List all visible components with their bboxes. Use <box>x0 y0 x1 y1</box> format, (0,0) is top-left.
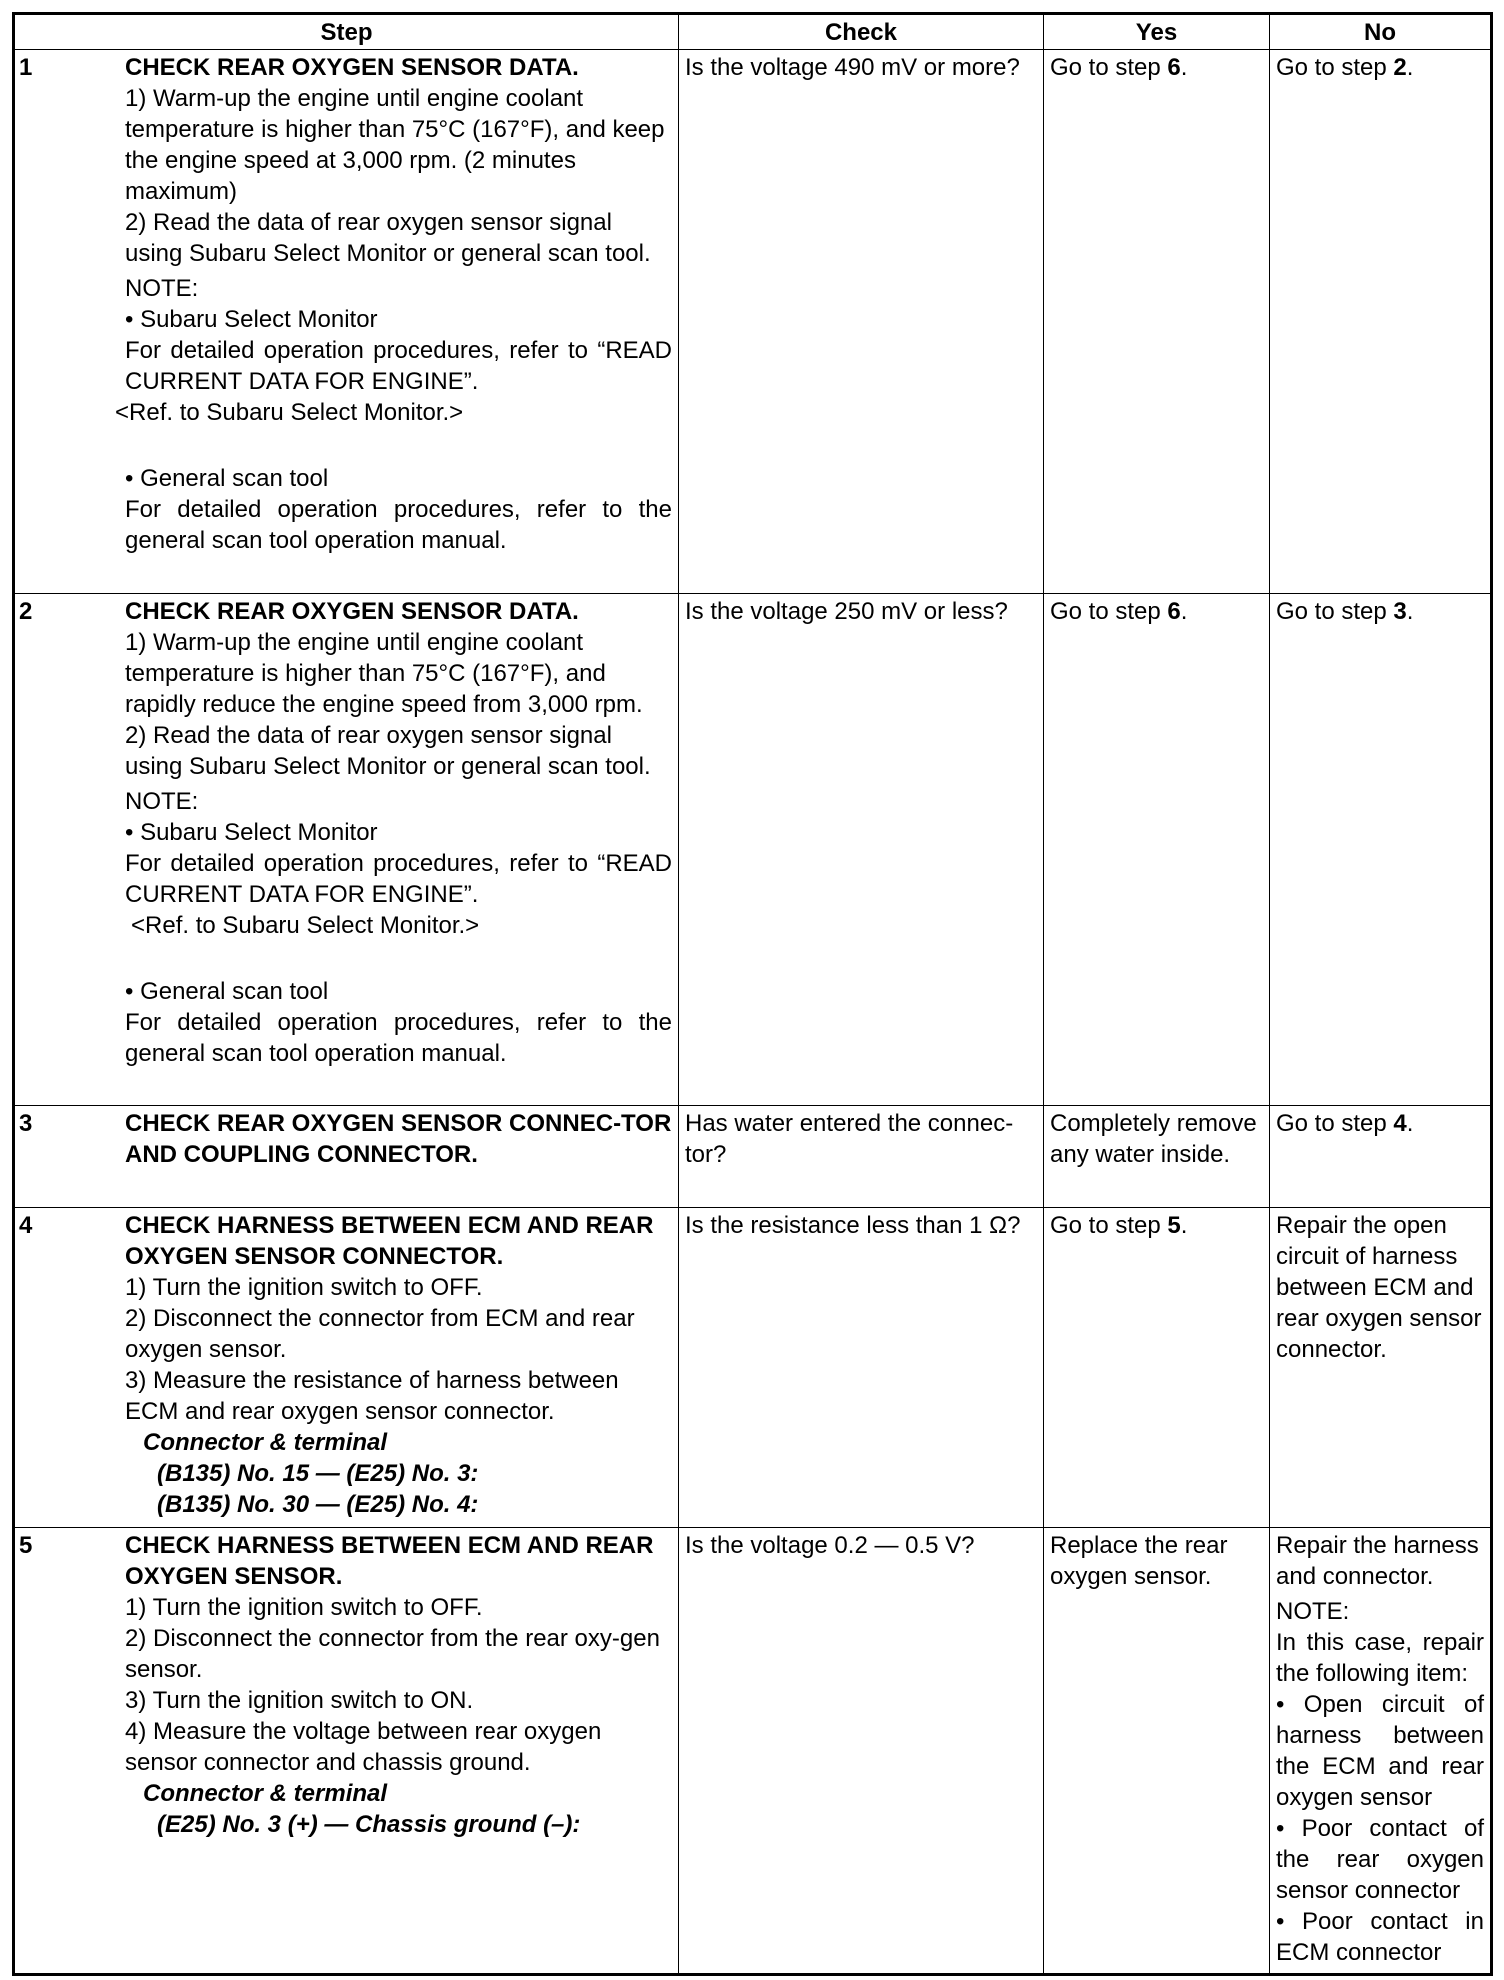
step-number: 1 <box>19 54 33 81</box>
step-instruction: 3) Turn the ignition switch to ON. <box>125 1687 474 1714</box>
table-row <box>14 1528 1492 1975</box>
yes-cell: Go to step 6. <box>1044 594 1270 1106</box>
yes-cell: Completely remove any water inside. <box>1044 1106 1270 1208</box>
note-bullet: • Poor contact in ECM connector <box>1276 1908 1484 1966</box>
step-title: CHECK REAR OXYGEN SENSOR DATA. <box>125 598 579 625</box>
step-number: 2 <box>19 598 33 625</box>
note-bullet: • Subaru Select Monitor <box>125 819 378 846</box>
note-label: NOTE: <box>125 275 199 302</box>
step-instruction: 1) Warm-up the engine until engine coolant temperature is higher than 75°C (167°F), and keep the engine speed at 3,000 rpm. (2 minutes maximum) <box>125 85 665 205</box>
step-number: 3 <box>19 1110 33 1137</box>
step-instruction: 1) Warm-up the engine until engine coolant temperature is higher than 75°C (167°F), and rapidly reduce the engine speed from 3,000 rpm. <box>125 629 643 718</box>
header-step: Step <box>14 14 679 50</box>
table-row <box>14 1208 1492 1528</box>
connector-terminal-value: (B135) No. 15 — (E25) No. 3: <box>157 1460 479 1487</box>
step-instruction: 2) Disconnect the connector from ECM and rear oxygen sensor. <box>125 1305 635 1363</box>
check-cell: Is the voltage 0.2 — 0.5 V? <box>679 1528 1044 1975</box>
step-instruction: 2) Read the data of rear oxygen sensor signal using Subaru Select Monitor or general scan tool. <box>125 722 651 780</box>
step-instruction: 2) Disconnect the connector from the rear oxy-gen sensor. <box>125 1625 660 1683</box>
step-ref: 6 <box>1167 54 1181 81</box>
step-cell <box>14 1528 679 1975</box>
yes-cell: Go to step 5. <box>1044 1208 1270 1528</box>
note-bullet: • Open circuit of harness between the ECM and rear oxygen sensor <box>1276 1691 1484 1811</box>
table-header-row <box>14 14 1492 50</box>
note-label: NOTE: <box>125 788 199 815</box>
note-text: For detailed operation procedures, refer to “READ CURRENT DATA FOR ENGINE”. <box>125 337 672 395</box>
reference-text: <Ref. to Subaru Select Monitor.> <box>115 399 464 426</box>
step-instruction: 1) Turn the ignition switch to OFF. <box>125 1594 483 1621</box>
check-cell: Is the resistance less than 1 Ω? <box>679 1208 1044 1528</box>
note-text: For detailed operation procedures, refer to “READ CURRENT DATA FOR ENGINE”. <box>125 850 672 908</box>
no-action: Repair the harness and connector. <box>1276 1532 1479 1590</box>
note-bullet: • General scan tool <box>125 978 329 1005</box>
table-row <box>14 594 1492 1106</box>
step-ref: 4 <box>1393 1110 1407 1137</box>
step-cell <box>14 50 679 594</box>
yes-cell: Replace the rear oxygen sensor. <box>1044 1528 1270 1975</box>
step-title: CHECK REAR OXYGEN SENSOR CONNEC-TOR AND COUPLING CONNECTOR. <box>125 1110 672 1168</box>
step-number: 5 <box>19 1532 33 1559</box>
step-cell <box>14 1106 679 1208</box>
header-no: No <box>1270 14 1492 50</box>
no-cell: Go to step 2. <box>1270 50 1492 594</box>
step-ref: 6 <box>1167 598 1181 625</box>
reference-text: <Ref. to Subaru Select Monitor.> <box>131 912 480 939</box>
step-title: CHECK REAR OXYGEN SENSOR DATA. <box>125 54 579 81</box>
connector-terminal-label: Connector & terminal <box>143 1780 388 1807</box>
step-title: CHECK HARNESS BETWEEN ECM AND REAR OXYGEN SENSOR CONNECTOR. <box>125 1212 654 1270</box>
note-text: For detailed operation procedures, refer to the general scan tool operation manual. <box>125 1009 672 1067</box>
connector-terminal-value: (E25) No. 3 (+) — Chassis ground (–): <box>157 1811 581 1838</box>
step-cell <box>14 1208 679 1528</box>
connector-terminal-value: (B135) No. 30 — (E25) No. 4: <box>157 1491 479 1518</box>
note-bullet: • Subaru Select Monitor <box>125 306 378 333</box>
step-instruction: 3) Measure the resistance of harness between ECM and rear oxygen sensor connector. <box>125 1367 619 1425</box>
no-cell: Go to step 4. <box>1270 1106 1492 1208</box>
table-row <box>14 1106 1492 1208</box>
table-row <box>14 50 1492 594</box>
check-cell: Is the voltage 250 mV or less? <box>679 594 1044 1106</box>
step-ref: 5 <box>1167 1212 1181 1239</box>
yes-cell: Go to step 6. <box>1044 50 1270 594</box>
note-bullet: • Poor contact of the rear oxygen sensor connector <box>1276 1815 1484 1904</box>
step-ref: 2 <box>1393 54 1407 81</box>
note-text: For detailed operation procedures, refer to the general scan tool operation manual. <box>125 496 672 554</box>
header-yes: Yes <box>1044 14 1270 50</box>
note-bullet: • General scan tool <box>125 465 329 492</box>
step-cell <box>14 594 679 1106</box>
note-text: In this case, repair the following item: <box>1276 1629 1484 1687</box>
connector-terminal-label: Connector & terminal <box>143 1429 388 1456</box>
step-ref: 3 <box>1393 598 1407 625</box>
step-instruction: 4) Measure the voltage between rear oxygen sensor connector and chassis ground. <box>125 1718 602 1776</box>
step-instruction: 2) Read the data of rear oxygen sensor signal using Subaru Select Monitor or general scan tool. <box>125 209 651 267</box>
step-number: 4 <box>19 1212 33 1239</box>
note-label: NOTE: <box>1276 1598 1350 1625</box>
step-instruction: 1) Turn the ignition switch to OFF. <box>125 1274 483 1301</box>
step-title: CHECK HARNESS BETWEEN ECM AND REAR OXYGEN SENSOR. <box>125 1532 654 1590</box>
no-cell: Go to step 3. <box>1270 594 1492 1106</box>
check-cell: Is the voltage 490 mV or more? <box>679 50 1044 594</box>
no-cell <box>1270 1528 1492 1975</box>
no-cell: Repair the open circuit of harness between ECM and rear oxygen sensor connector. <box>1270 1208 1492 1528</box>
check-cell: Has water entered the connec-tor? <box>679 1106 1044 1208</box>
procedure-table <box>12 12 1493 1976</box>
header-check: Check <box>679 14 1044 50</box>
